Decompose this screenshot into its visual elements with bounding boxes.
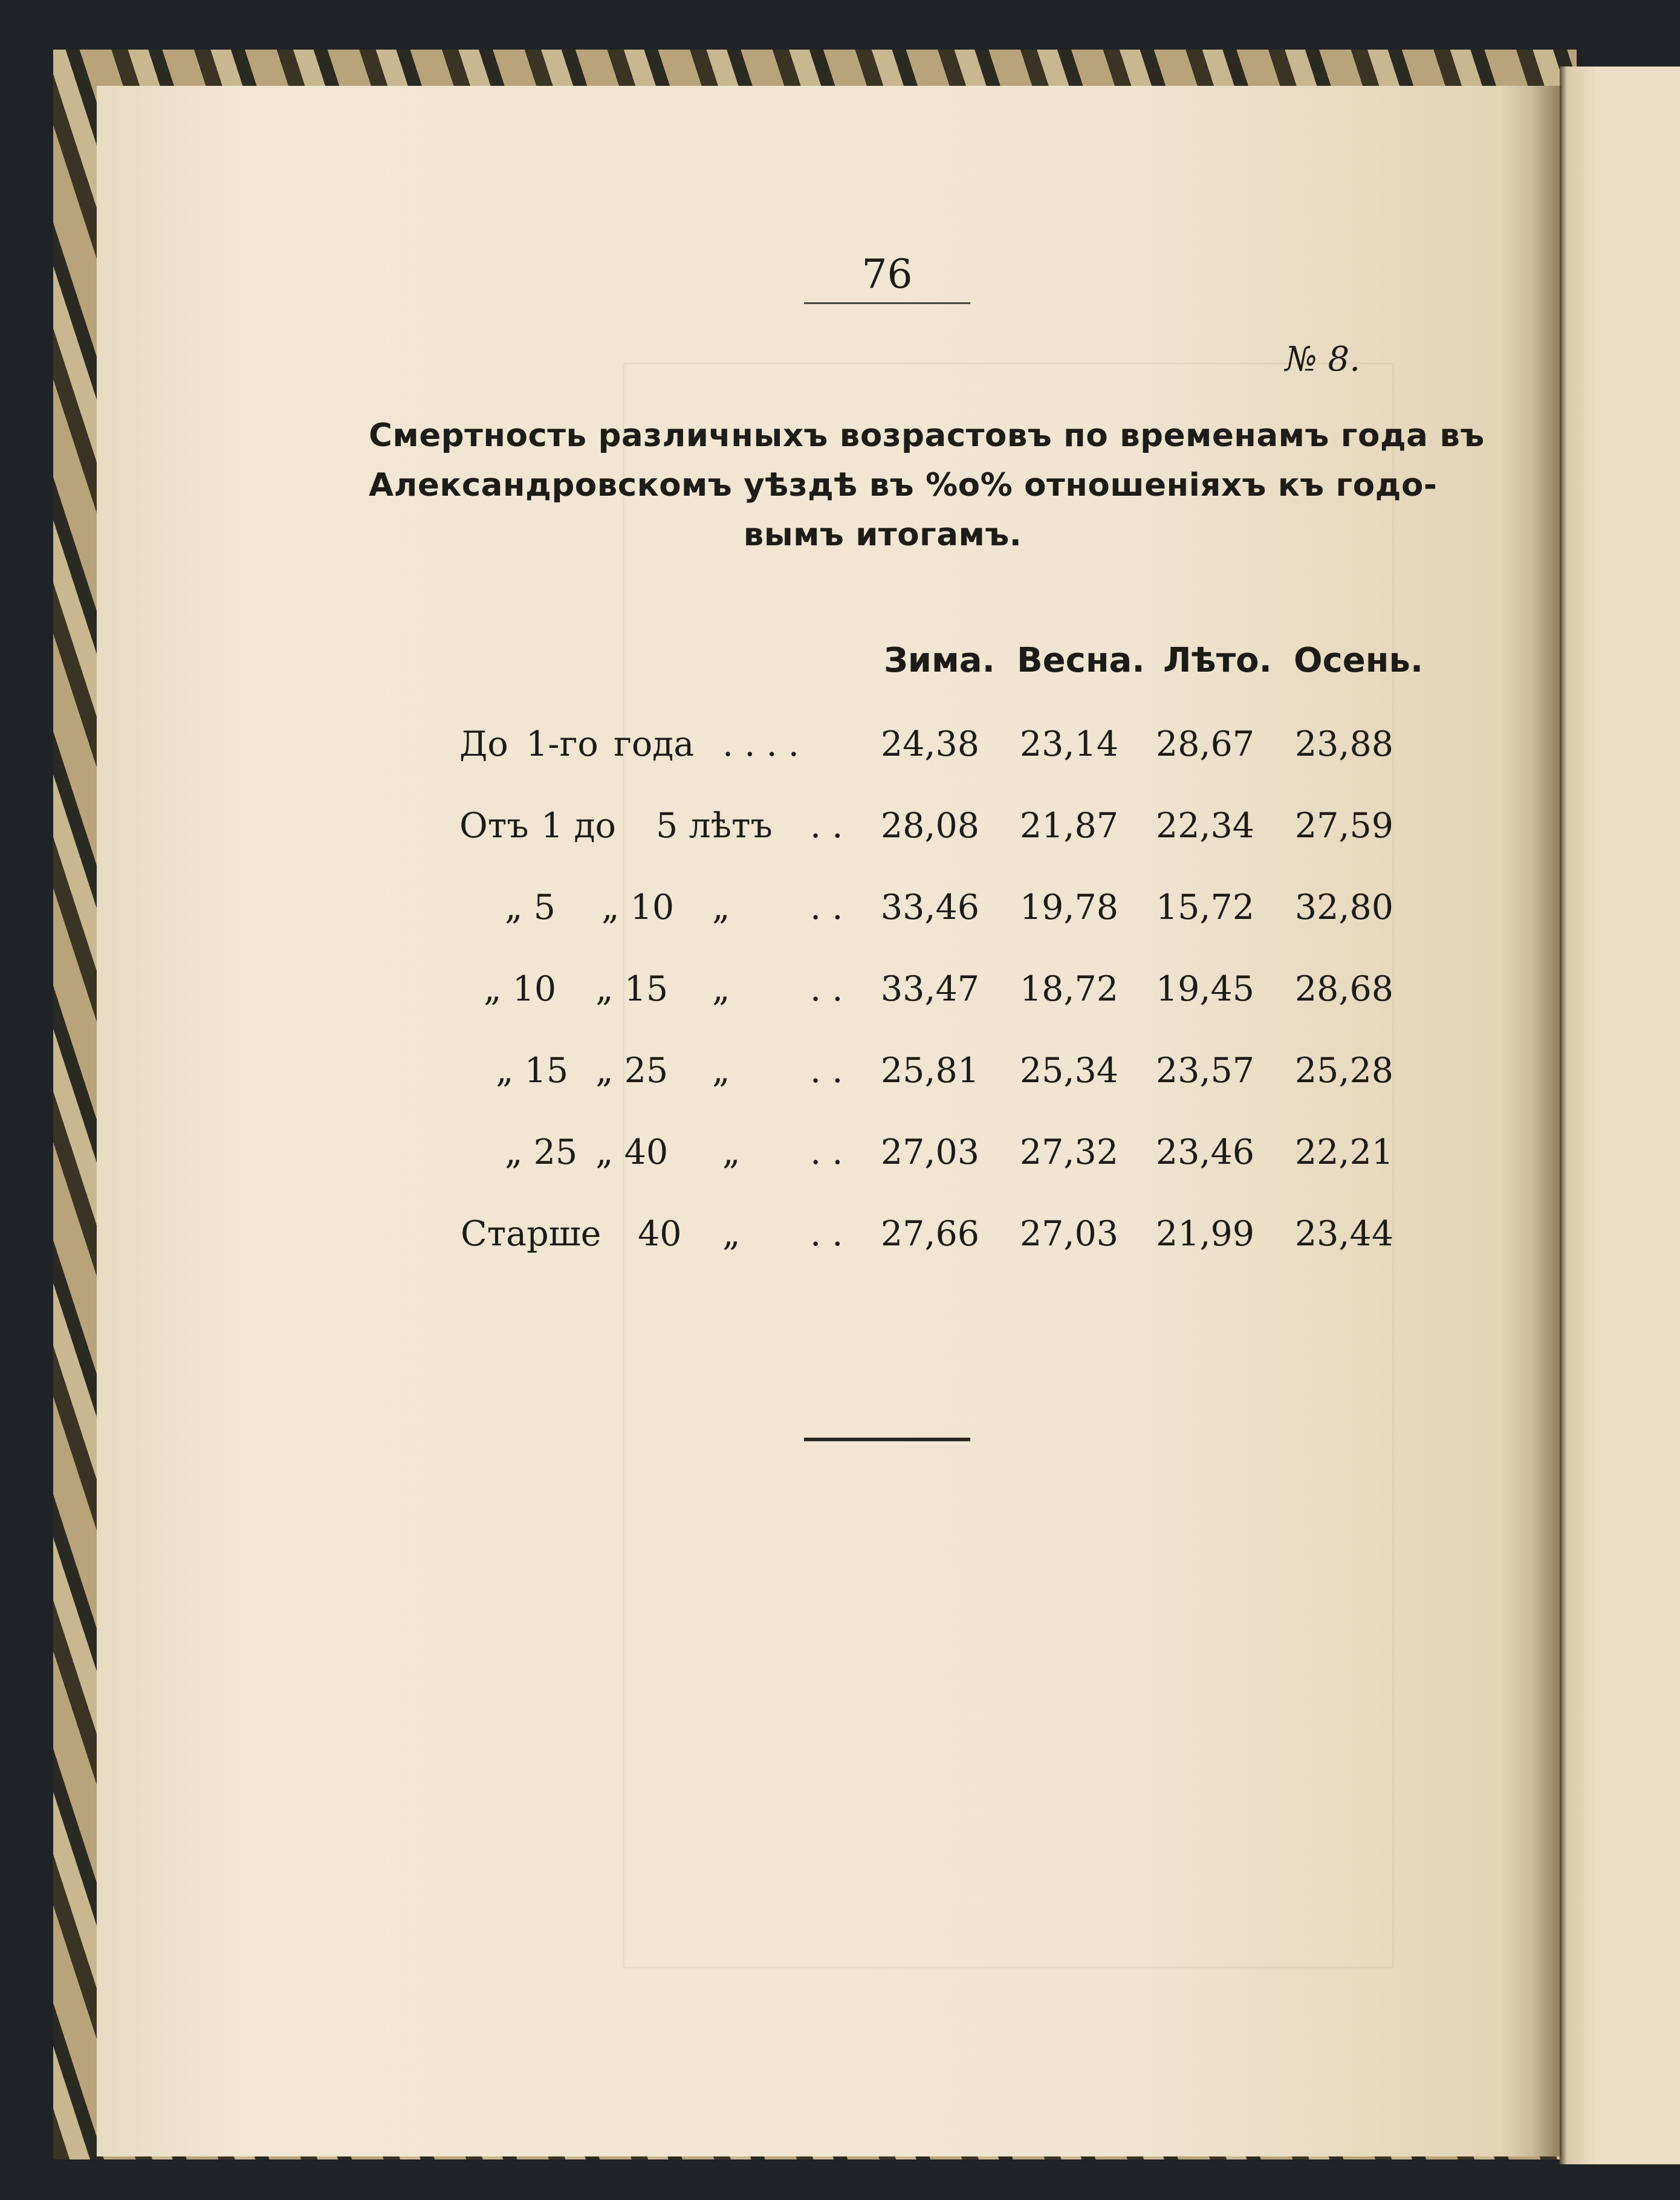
- row-leader-dots: . . . .: [722, 724, 799, 764]
- row-label-c: „: [712, 1051, 730, 1091]
- value-summer: 19,45: [1155, 969, 1254, 1009]
- value-autumn: 32,80: [1294, 887, 1393, 927]
- row-label-c: 5 лѣтъ: [656, 806, 773, 846]
- row-label-b: 40: [638, 1214, 682, 1254]
- value-spring: 27,32: [1019, 1132, 1118, 1172]
- row-label-b: „ 15: [595, 969, 669, 1009]
- row-label-c: „: [722, 1132, 741, 1172]
- page-number: 76: [861, 251, 913, 297]
- value-winter: 27,03: [880, 1132, 979, 1172]
- row-leader-dots: . .: [810, 1214, 843, 1254]
- row-label-c: „: [712, 969, 730, 1009]
- row-label-a: Отъ: [459, 806, 529, 846]
- row-leader-dots: . .: [810, 1132, 843, 1172]
- row-leader-dots: . .: [810, 887, 843, 927]
- value-winter: 25,81: [880, 1051, 979, 1091]
- value-summer: 28,67: [1155, 724, 1254, 764]
- row-label-c: года: [614, 724, 695, 764]
- row-label-c: „: [722, 1214, 741, 1254]
- table-number: № 8.: [1285, 340, 1360, 379]
- value-summer: 23,57: [1155, 1051, 1254, 1091]
- value-spring: 23,14: [1019, 724, 1118, 764]
- value-winter: 33,47: [880, 969, 979, 1009]
- value-autumn: 28,68: [1294, 969, 1393, 1009]
- title-line-3: вымъ итогамъ.: [743, 516, 1022, 553]
- page-number-rule: [804, 302, 970, 304]
- title-line-2: Александровскомъ уѣздѣ въ %о% отношеніяхъ къ годо-: [369, 467, 1438, 504]
- title-line-1: Смертность различныхъ возрастовъ по временамъ года въ: [369, 417, 1485, 454]
- value-winter: 33,46: [880, 887, 979, 927]
- row-label-b: 1-го: [526, 724, 598, 764]
- value-spring: 19,78: [1019, 887, 1118, 927]
- row-label-a: До: [459, 724, 508, 764]
- value-winter: 24,38: [880, 724, 979, 764]
- table-title: [369, 411, 1485, 560]
- value-autumn: 25,28: [1294, 1051, 1393, 1091]
- value-autumn: 27,59: [1294, 806, 1393, 846]
- row-label-b: „ 10: [602, 887, 675, 927]
- value-winter: 28,08: [880, 806, 979, 846]
- row-label-a: „ 5: [505, 887, 556, 927]
- header-winter: Зима.: [884, 641, 995, 680]
- value-spring: 18,72: [1019, 969, 1118, 1009]
- value-summer: 22,34: [1155, 806, 1254, 846]
- row-label-c: „: [712, 887, 730, 927]
- header-spring: Весна.: [1017, 641, 1145, 680]
- row-leader-dots: . .: [810, 969, 843, 1009]
- row-label-a: „ 10: [484, 969, 557, 1009]
- row-label-a: „ 15: [496, 1051, 569, 1091]
- value-spring: 25,34: [1019, 1051, 1118, 1091]
- spine-shadow: [1532, 86, 1562, 2156]
- row-label-b: „ 40: [595, 1132, 669, 1172]
- row-leader-dots: . .: [810, 1051, 843, 1091]
- value-winter: 27,66: [880, 1214, 979, 1254]
- header-autumn: Осень.: [1294, 641, 1424, 680]
- row-label-a: Старше: [461, 1214, 602, 1254]
- row-label-a: „ 25: [505, 1132, 578, 1172]
- facing-page: [1560, 67, 1680, 2164]
- header-summer: Лѣто.: [1163, 641, 1272, 680]
- value-spring: 21,87: [1019, 806, 1118, 846]
- value-summer: 21,99: [1155, 1214, 1254, 1254]
- value-spring: 27,03: [1019, 1214, 1118, 1254]
- row-leader-dots: . .: [810, 806, 843, 846]
- row-label-b: 1 до: [541, 806, 616, 846]
- value-autumn: 22,21: [1294, 1132, 1393, 1172]
- value-autumn: 23,88: [1294, 724, 1393, 764]
- value-summer: 15,72: [1155, 887, 1254, 927]
- end-of-table-rule: [804, 1438, 970, 1441]
- row-label-b: „ 25: [595, 1051, 669, 1091]
- value-autumn: 23,44: [1294, 1214, 1393, 1254]
- value-summer: 23,46: [1155, 1132, 1254, 1172]
